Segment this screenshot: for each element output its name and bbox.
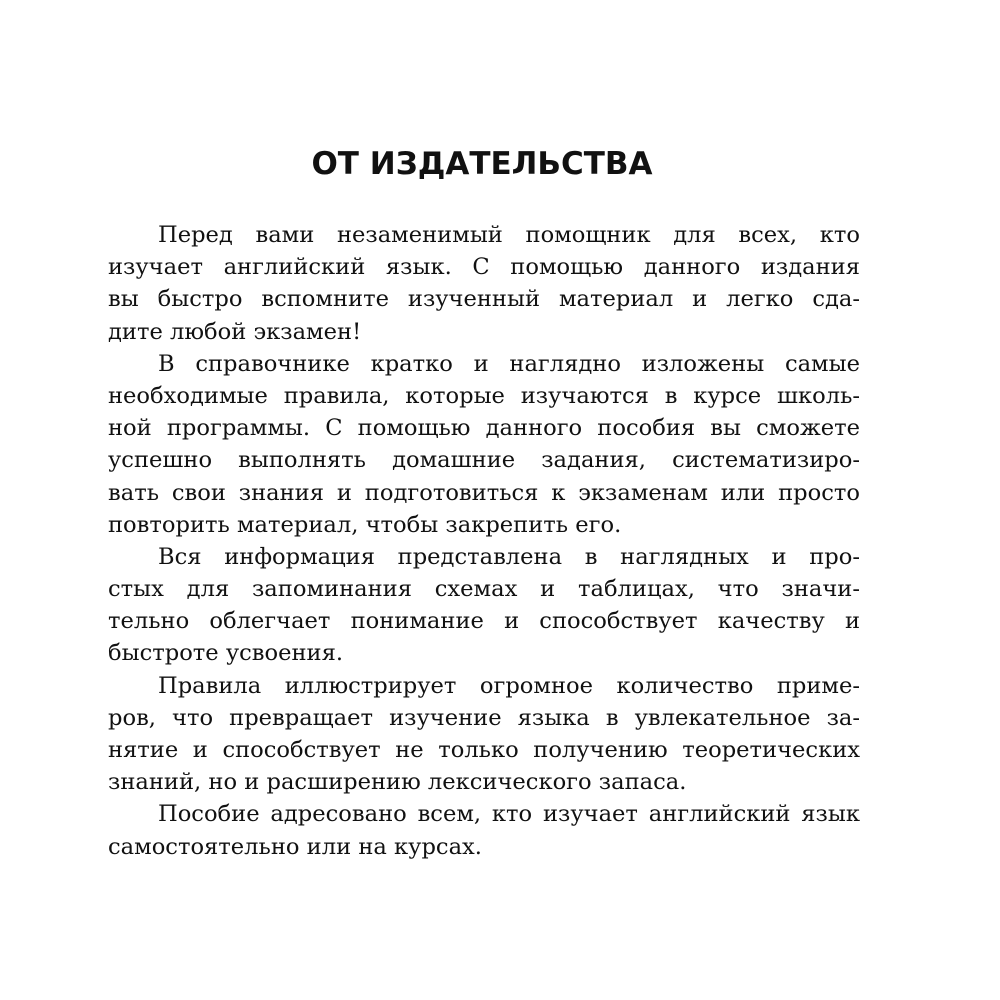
text-line: самостоятельно или на курсах. [108,833,482,860]
text-line: быстроте усвоения. [108,640,344,667]
text-line: вы быстро вспомните изученный материал и легко сда- [108,286,860,313]
text-line: вать свои знания и подготовиться к экзаменам или просто [108,479,860,506]
text-line: успешно выполнять домашние задания, систематизиро- [108,447,860,474]
text-line: повторить материал, чтобы закрепить его. [108,511,622,538]
text-line: необходимые правила, которые изучаются в курсе школь- [108,382,860,409]
text-line: нятие и способствует не только получению теоретических [108,737,860,763]
text-line: Перед вами незаменимый помощник для всех, кто [158,222,860,248]
text-line: ной программы. С помощью данного пособия вы сможете [108,415,860,442]
text-line: знаний, но и расширению лексического запаса. [108,769,687,796]
text-line: тельно облегчает понимание и способствует качеству и [108,608,860,635]
text-line: Вся информация представлена в наглядных и про- [158,543,860,570]
text-line: дите любой экзамен! [108,318,362,345]
body-text [108,219,860,863]
text-line: изучает английский язык. С помощью данного издания [108,254,860,281]
text-line: Правила иллюстрирует огромное количество приме- [158,672,860,699]
text-line: Пособие адресовано всем, кто изучает английский язык [158,801,860,828]
page-title: ОТ ИЗДАТЕЛЬСТВА [311,146,653,182]
text-line: ров, что превращает изучение языка в увлекательное за- [108,704,860,731]
text-line: В справочнике кратко и наглядно изложены самые [158,350,860,377]
text-line: стых для запоминания схемах и таблицах, что значи- [108,576,860,603]
